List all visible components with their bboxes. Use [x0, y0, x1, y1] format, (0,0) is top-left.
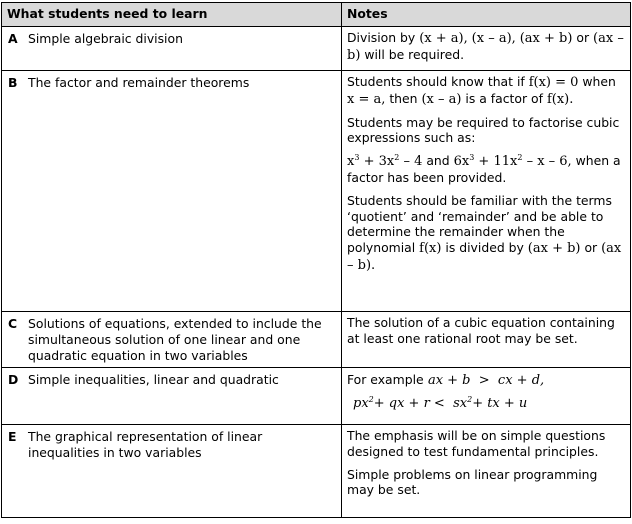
topic-cell [2, 27, 342, 71]
notes-text: Students should be familiar with the terms ‘quotient’ and ‘remainder’ and be able to determine the remainder when the polynomial [347, 192, 612, 256]
topic-cell [2, 368, 342, 425]
table-row [2, 368, 631, 425]
topic-text: Simple inequalities, linear and quadratic [28, 372, 279, 387]
topic-cell [2, 71, 342, 312]
topic-cell [2, 312, 342, 368]
math-expression: (x – a) [421, 91, 462, 107]
notes-paragraph: Simple problems on linear programming may be set. [347, 466, 598, 498]
notes-paragraph [347, 30, 624, 64]
math-expression: (x + a), [419, 31, 468, 46]
math-expression: (ax – b). [347, 241, 622, 273]
header-notes: Notes [342, 3, 631, 27]
notes-paragraph [347, 153, 624, 186]
math-expression: ax + b > cx + d, [427, 373, 545, 388]
notes-text: or [584, 240, 598, 256]
topic-cell [2, 425, 342, 518]
row-letter: C [8, 316, 18, 331]
table-row [2, 312, 631, 368]
notes-text: then [389, 90, 418, 106]
notes-text: or [576, 30, 590, 45]
math-expression: f(x) = 0 [528, 75, 579, 90]
math-expression: (ax + b) [527, 241, 581, 257]
inequality-line-2 [347, 392, 624, 415]
notes-text: when [582, 74, 616, 89]
math-expression: f(x) [419, 241, 442, 257]
table-row [2, 27, 631, 71]
notes-text: and [426, 153, 450, 169]
row-letter: E [8, 429, 17, 444]
topic-text: The graphical representation of linear inequalities in two variables [28, 429, 263, 460]
notes-text: is a factor of [465, 90, 543, 106]
notes-paragraph [347, 74, 624, 108]
notes-text: when a factor has been provided. [347, 153, 621, 185]
notes-paragraph: The emphasis will be on simple questions designed to test fundamental principles. [347, 428, 606, 459]
header-what-students-need-to-learn: What students need to learn [2, 3, 342, 27]
specification-table [1, 2, 631, 518]
notes-text: will be required. [364, 46, 465, 62]
cubic-expression-1: $x^3 + 3x^2 - 4$ [347, 153, 423, 170]
math-expression: (ax – b) [347, 31, 624, 63]
inequality-line-1 [347, 369, 624, 392]
math-expression: f(x). [546, 91, 574, 107]
row-letter: D [8, 372, 19, 387]
math-expression: x = a, [347, 91, 386, 107]
notes-paragraph: The solution of a cubic equation containing at least one rational root may be set. [347, 315, 615, 346]
math-expression: (x – a), [471, 31, 516, 46]
math-expression: (ax + b) [519, 31, 573, 46]
notes-cell [342, 425, 631, 518]
cubic-expression-2: $6x^3 + 11x^2 - x - 6$, [453, 153, 572, 170]
row-letter: B [8, 75, 18, 90]
topic-text: Solutions of equations, extended to include the simultaneous solution of one linear and one quadratic equation in two variables [28, 316, 322, 363]
table-header-row [2, 3, 631, 27]
table-row [2, 425, 631, 518]
notes-cell [342, 27, 631, 71]
notes-text: Division by [347, 30, 416, 45]
notes-text: Students should know that if [347, 74, 525, 89]
notes-text: For example [347, 372, 424, 387]
notes-cell [342, 312, 631, 368]
notes-text: is divided by [445, 240, 524, 256]
table-row [2, 71, 631, 312]
row-letter: A [8, 31, 18, 46]
notes-paragraph: Students may be required to factorise cubic expressions such as: [347, 114, 620, 146]
notes-paragraph [347, 193, 624, 274]
topic-text: Simple algebraic division [28, 31, 183, 46]
notes-cell [342, 368, 631, 425]
topic-text: The factor and remainder theorems [28, 75, 250, 90]
math-expression: $px^2+$ qx + $r < sx^2+$ tx + u [353, 395, 528, 411]
notes-cell [342, 71, 631, 312]
